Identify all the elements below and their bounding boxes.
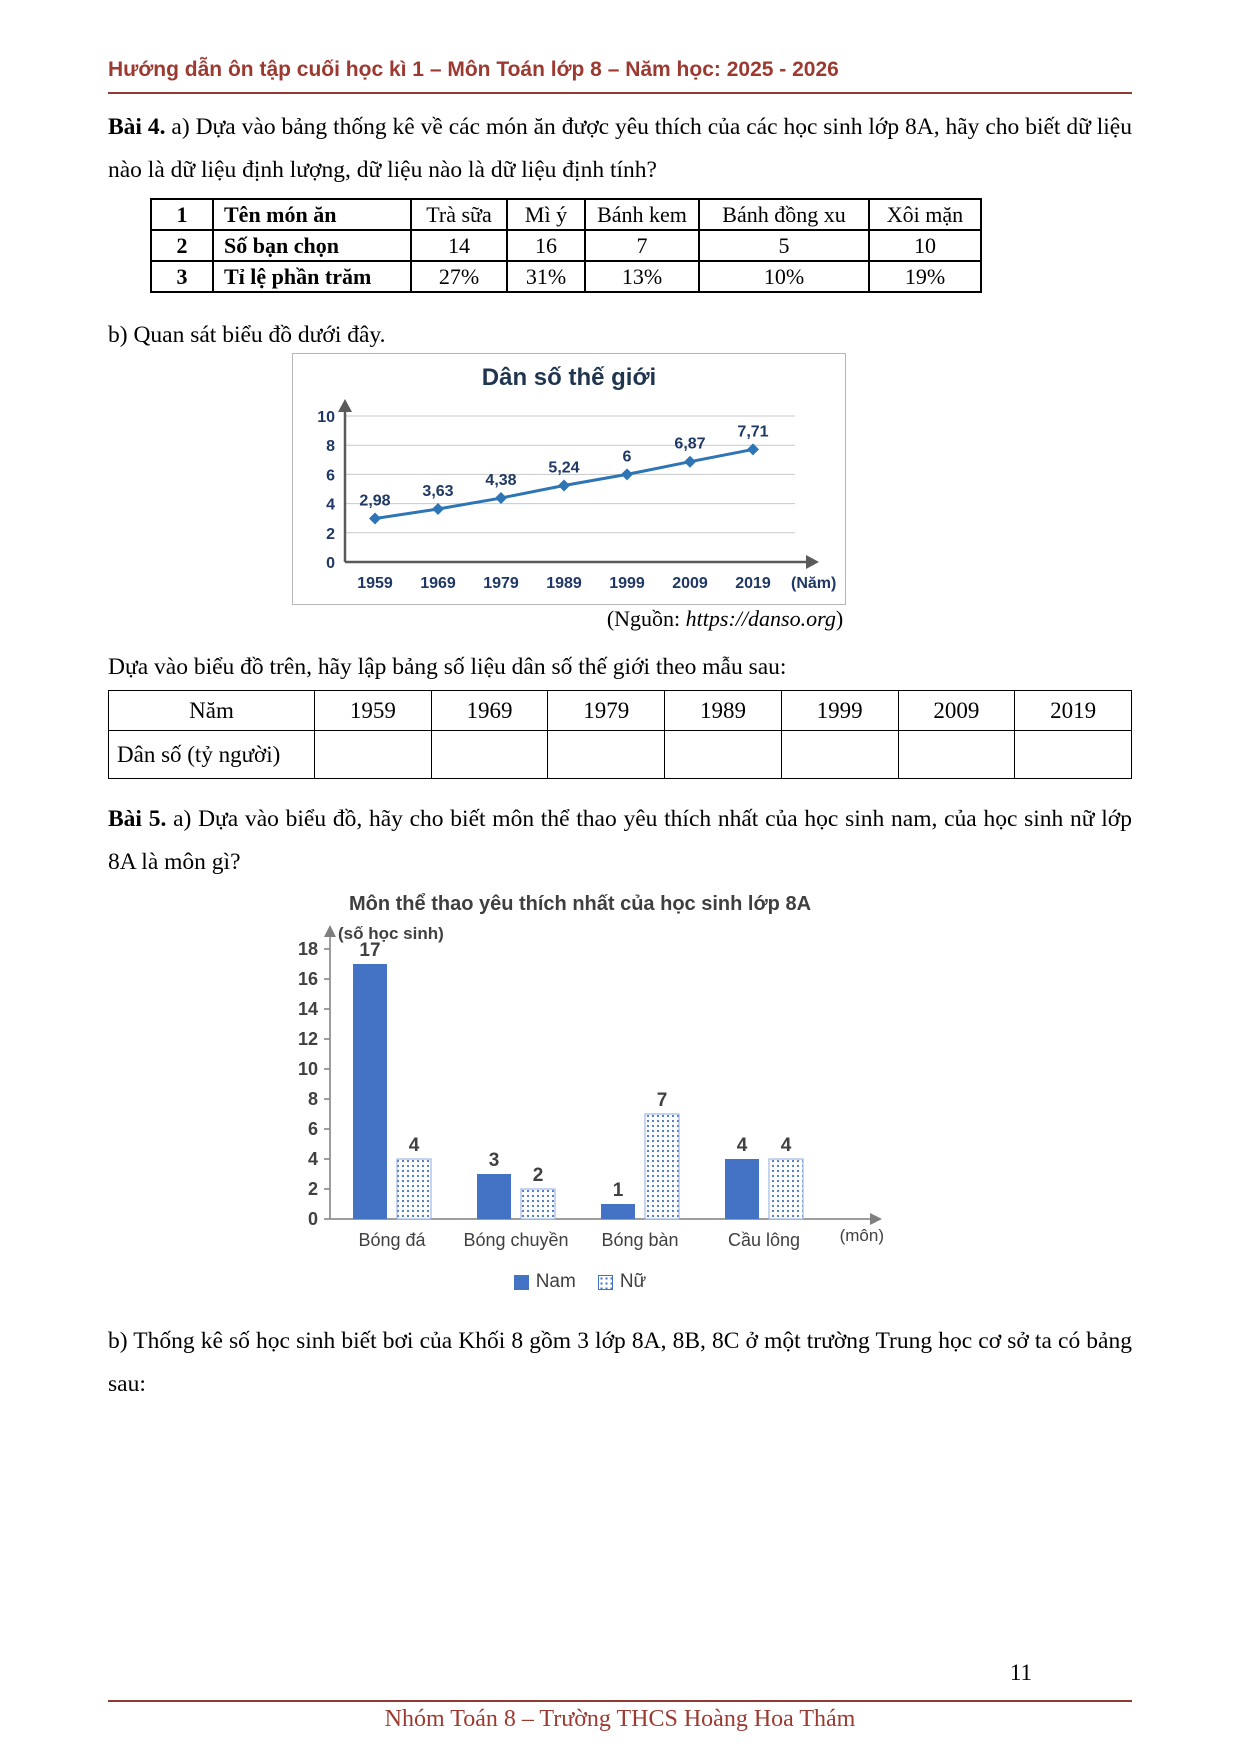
table-cell: 2009: [898, 691, 1015, 731]
x-tick-label: 1989: [546, 575, 582, 592]
table-row: [151, 230, 981, 261]
table-cell: Năm: [109, 691, 315, 731]
table-cell: 2019: [1015, 691, 1132, 731]
legend-item-nu: [598, 1271, 646, 1293]
bar-value-label: 2: [532, 1165, 544, 1186]
y-tick-label: 10: [317, 409, 335, 426]
exercise4-label: Bài 4.: [108, 114, 166, 140]
x-tick-label: 1959: [357, 575, 393, 592]
table-cell: 3: [151, 261, 213, 292]
y-axis-title: (số học sinh): [338, 924, 444, 943]
legend-label-nu: Nữ: [619, 1271, 647, 1292]
table-cell: [665, 731, 782, 779]
table-cell: 13%: [585, 261, 699, 292]
table-cell: Tỉ lệ phần trăm: [213, 261, 411, 292]
y-tick-label: 16: [297, 969, 318, 989]
page-number: 11: [1009, 1660, 1032, 1685]
table-cell: 16: [507, 230, 585, 261]
point-value-label: 5,24: [548, 459, 580, 477]
x-tick-label: 1969: [420, 575, 456, 592]
exercise5-part-b-text: b) Thống kê số học sinh biết bơi của Khối 8 gồm 3 lớp 8A, 8B, 8C ở một trường Trung học cơ sở ta có bảng sau:: [108, 1328, 1132, 1397]
table-cell: 19%: [869, 261, 981, 292]
nu-bar: [397, 1159, 431, 1219]
chart-legend: [266, 1271, 894, 1293]
table-cell: Bánh đồng xu: [699, 199, 869, 230]
line-chart-title: Dân số thế giới: [481, 364, 657, 391]
y-axis-arrow: [338, 399, 352, 412]
table-cell: 7: [585, 230, 699, 261]
table-cell: Bánh kem: [585, 199, 699, 230]
exercise4-part-b-text: b) Quan sát biểu đồ dưới đây.: [108, 322, 386, 348]
footer-text: Nhóm Toán 8 – Trường THCS Hoàng Hoa Thám: [384, 1706, 856, 1732]
nam-swatch: [514, 1275, 529, 1290]
point-value-label: 6,87: [674, 435, 706, 453]
nam-bar: [725, 1159, 759, 1219]
table-cell: 1999: [781, 691, 898, 731]
point-value-label: 7,71: [737, 423, 769, 441]
y-tick-label: 6: [307, 1119, 318, 1139]
food-statistics-table: [150, 198, 982, 293]
table-row: [109, 731, 1132, 779]
legend-label-nam: Nam: [535, 1271, 576, 1292]
data-point-marker: [558, 479, 570, 491]
point-value-label: 2,98: [359, 492, 391, 510]
x-tick-label: 2019: [735, 575, 771, 592]
exercise4-part-b: [108, 314, 1132, 357]
data-point-marker: [495, 492, 507, 504]
table-cell: [431, 731, 548, 779]
line-chart-canvas: [293, 392, 843, 598]
table-cell: Trà sữa: [411, 199, 507, 230]
nu-bar: [769, 1159, 803, 1219]
bar-value-label: 4: [408, 1135, 420, 1156]
x-axis-arrow: [870, 1213, 882, 1225]
nu-bar: [521, 1189, 555, 1219]
table-cell: 10%: [699, 261, 869, 292]
bar-value-label: 17: [359, 940, 381, 961]
table-prompt: [108, 646, 1132, 689]
page-header: [108, 58, 1132, 82]
table-cell: Số bạn chọn: [213, 230, 411, 261]
x-axis-title: (Năm): [791, 575, 837, 592]
table-cell: [315, 731, 432, 779]
y-tick-label: 2: [307, 1179, 318, 1199]
chart-source: [590, 606, 860, 632]
exercise4-intro: [108, 106, 1132, 192]
table-cell: 31%: [507, 261, 585, 292]
data-point-marker: [621, 468, 633, 480]
category-label: Bóng chuyền: [463, 1230, 569, 1250]
nam-bar: [353, 964, 387, 1219]
y-tick-label: 6: [326, 467, 335, 485]
header-title: Hướng dẫn ôn tập cuối học kì 1 – Môn Toán lớp 8 – Năm học: 2025 - 2026: [108, 58, 839, 81]
y-tick-label: 2: [326, 525, 335, 543]
table-cell: [781, 731, 898, 779]
table-row: [109, 691, 1132, 731]
x-axis-arrow: [806, 555, 819, 569]
table-cell: 10: [869, 230, 981, 261]
bar-chart-canvas: [266, 919, 894, 1271]
data-point-marker: [684, 456, 696, 468]
table-cell: Xôi mặn: [869, 199, 981, 230]
exercise5-intro-text: a) Dựa vào biểu đồ, hãy cho biết môn thể thao yêu thích nhất của học sinh nam, của học sinh nữ lớp 8A là môn gì?: [108, 806, 1132, 875]
table-cell: Dân số (tỷ người): [109, 731, 315, 779]
y-tick-label: 0: [307, 1209, 318, 1229]
table-cell: Tên món ăn: [213, 199, 411, 230]
y-tick-label: 8: [326, 438, 335, 456]
population-table: [108, 690, 1132, 779]
header-divider: [108, 92, 1132, 94]
y-tick-label: 14: [297, 999, 318, 1019]
table-cell: 14: [411, 230, 507, 261]
y-tick-label: 10: [297, 1059, 318, 1079]
footer-divider: [108, 1700, 1132, 1702]
exercise5-part-b: [108, 1320, 1132, 1406]
bar-value-label: 3: [488, 1150, 500, 1171]
nu-bar: [645, 1114, 679, 1219]
table-cell: 1979: [548, 691, 665, 731]
legend-item-nam: [514, 1271, 576, 1293]
x-tick-label: 1999: [609, 575, 645, 592]
y-tick-label: 12: [297, 1029, 318, 1049]
table-cell: [1015, 731, 1132, 779]
exercise5-label: Bài 5.: [108, 806, 167, 832]
table-cell: 1989: [665, 691, 782, 731]
source-prefix: (Nguồn:: [606, 606, 686, 631]
population-line-chart: [292, 353, 846, 605]
table-prompt-text: Dựa vào biểu đồ trên, hãy lập bảng số liệu dân số thế giới theo mẫu sau:: [108, 654, 787, 680]
bar-value-label: 4: [780, 1135, 792, 1156]
x-tick-label: 2009: [672, 575, 708, 592]
nu-swatch: [598, 1275, 613, 1290]
y-tick-label: 4: [326, 496, 335, 514]
table-cell: [898, 731, 1015, 779]
table-cell: Mì ý: [507, 199, 585, 230]
bar-value-label: 1: [612, 1180, 624, 1201]
y-tick-label: 0: [326, 555, 335, 572]
y-tick-label: 8: [307, 1089, 318, 1109]
category-label: Bóng đá: [358, 1230, 426, 1250]
exercise5-intro: [108, 798, 1132, 884]
table-cell: 1959: [315, 691, 432, 731]
x-axis-title: (môn): [839, 1226, 884, 1245]
table-row: [151, 261, 981, 292]
table-row: [151, 199, 981, 230]
source-url: https://danso.org: [685, 606, 836, 631]
category-label: Cầu lông: [727, 1230, 801, 1250]
point-value-label: 4,38: [485, 472, 517, 490]
exercise4-intro-text: a) Dựa vào bảng thống kê về các món ăn được yêu thích của các học sinh lớp 8A, hãy cho biết dữ liệu nào là dữ liệu định lượng, dữ liệu nào là dữ liệu định tính?: [108, 114, 1132, 183]
table-cell: 5: [699, 230, 869, 261]
point-value-label: 6: [622, 448, 632, 466]
table-cell: [548, 731, 665, 779]
table-cell: 27%: [411, 261, 507, 292]
bar-value-label: 4: [736, 1135, 748, 1156]
sports-bar-chart: [266, 893, 894, 1293]
y-axis-arrow: [324, 925, 336, 937]
table-cell: 1969: [431, 691, 548, 731]
category-label: Bóng bàn: [601, 1230, 679, 1250]
table-cell: 2: [151, 230, 213, 261]
data-point-marker: [369, 512, 381, 524]
x-tick-label: 1979: [483, 575, 519, 592]
y-tick-label: 4: [307, 1149, 318, 1169]
table-cell: 1: [151, 199, 213, 230]
source-suffix: ): [835, 606, 844, 631]
y-tick-label: 18: [297, 939, 318, 959]
data-point-marker: [432, 503, 444, 515]
bar-value-label: 7: [656, 1090, 668, 1111]
bar-chart-title: Môn thể thao yêu thích nhất của học sinh lớp 8A: [348, 893, 812, 915]
nam-bar: [601, 1204, 635, 1219]
nam-bar: [477, 1174, 511, 1219]
point-value-label: 3,63: [422, 483, 454, 501]
